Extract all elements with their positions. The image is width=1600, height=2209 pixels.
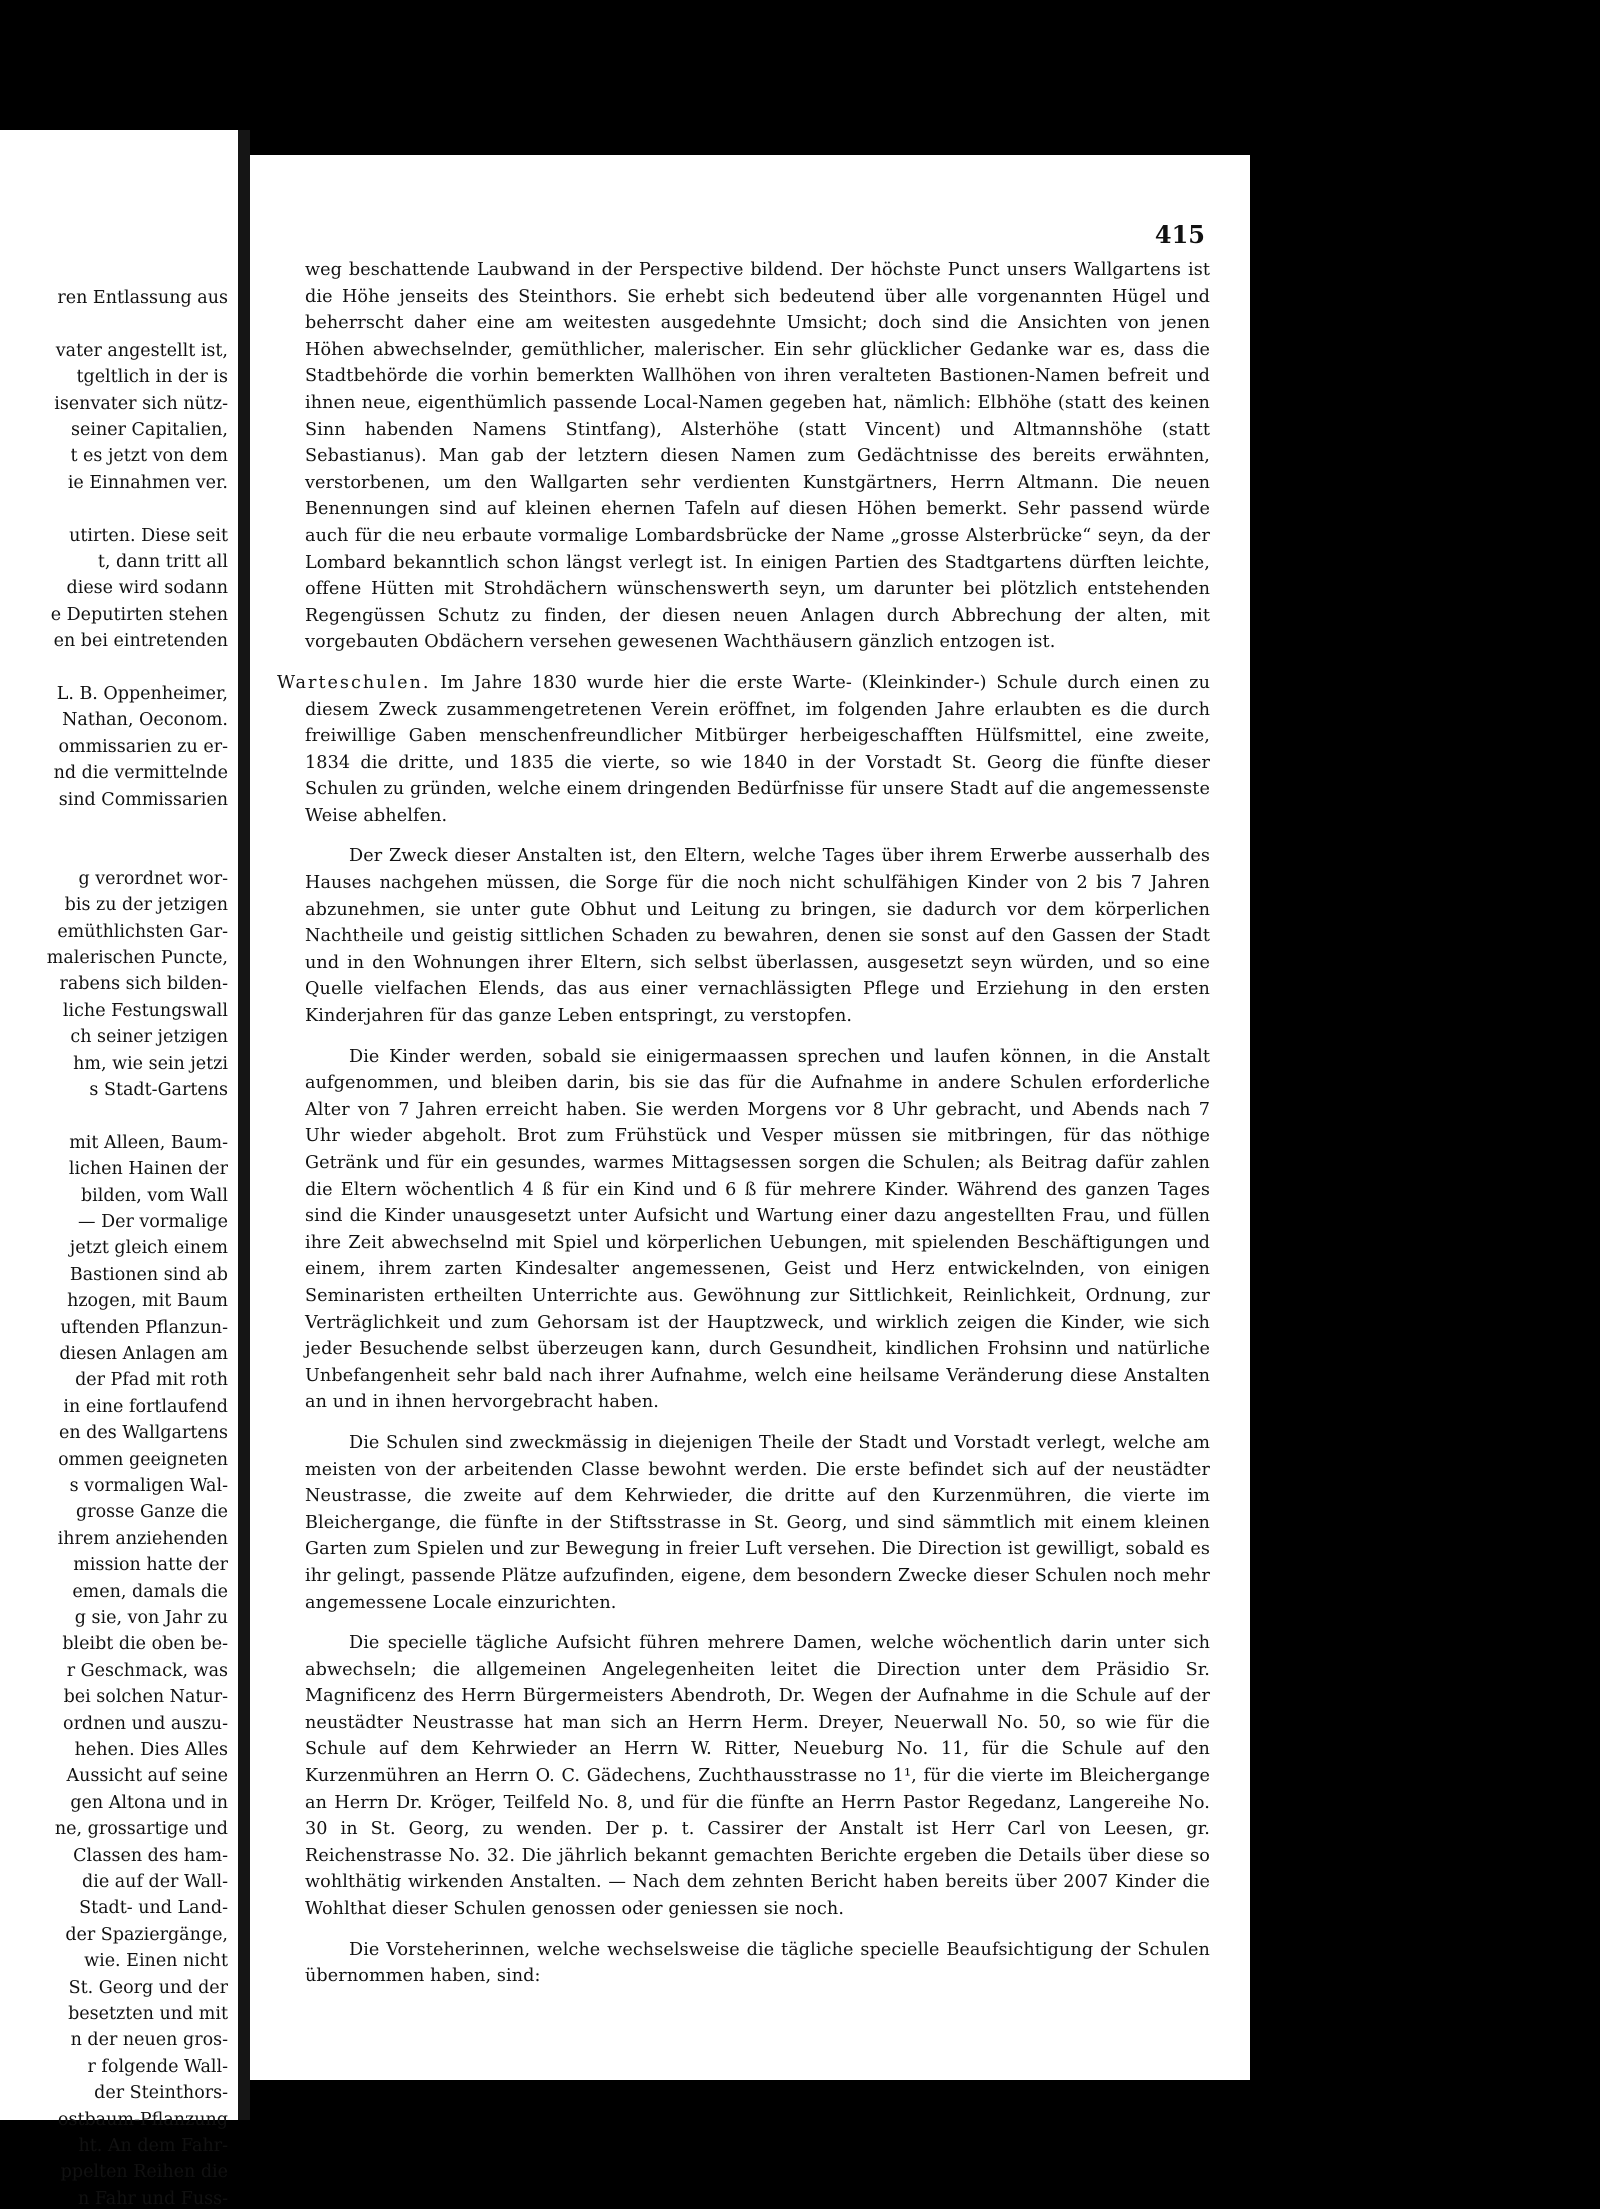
left-page-line: der Pfad mit roth — [75, 1370, 228, 1391]
book-page — [250, 155, 1250, 2080]
left-page-line: L. B. Oppenheimer, — [56, 684, 228, 704]
left-page-line: Nathan, Oeconom. — [62, 710, 228, 731]
left-page-line: Aussicht auf seine — [66, 1766, 228, 1787]
paragraph-warteschulen — [277, 670, 1210, 830]
left-page-line: g sie, von Jahr zu — [74, 1608, 228, 1628]
left-page-line: ne, grossartige und — [54, 1819, 228, 1840]
left-page-line: der Steinthors- — [94, 2083, 228, 2104]
left-page-line: t es jetzt von dem — [70, 446, 228, 467]
left-page-line: in eine fortlaufend — [63, 1396, 228, 1417]
left-page-line: wie. Einen nicht — [84, 1951, 228, 1972]
left-page-line: isenvater sich nütz- — [54, 393, 228, 414]
left-page-line: en des Wallgartens — [58, 1423, 228, 1444]
left-page-line: r folgende Wall- — [87, 2056, 228, 2077]
paragraph-vorsteherinnen: Die Vorsteherinnen, welche wechselsweise die tägliche specielle Beaufsichtigung der Schulen übernommen haben, sind: — [305, 1939, 1210, 1987]
left-page-line: bilden, vom Wall — [80, 1185, 228, 1206]
page-body — [277, 257, 1210, 1990]
left-page-line: diese wird sodann — [66, 578, 228, 599]
left-page-line: ht. An dem Fahr- — [78, 2136, 228, 2156]
left-page-line: r Geschmack, was — [66, 1660, 228, 1681]
left-page-line: bleibt die oben be- — [62, 1634, 228, 1655]
left-page-line: grosse Ganze die — [76, 1502, 228, 1523]
left-page-line: mission hatte der — [73, 1555, 228, 1576]
left-page-line: n der neuen gros- — [70, 2030, 228, 2051]
left-page-line: ihrem anziehenden — [57, 1528, 228, 1549]
left-page-line: hzogen, mit Baum — [67, 1291, 228, 1312]
left-page-line: seiner Capitalien, — [71, 420, 228, 440]
left-page-line: die auf der Wall- — [82, 1872, 228, 1892]
left-page-line: — Der vormalige — [78, 1212, 228, 1232]
left-page-line: uftenden Pflanzun- — [60, 1317, 228, 1338]
margin-heading: Warteschulen. — [277, 672, 431, 693]
left-page-line: gen Altona und in — [70, 1792, 228, 1813]
left-page-line: bei solchen Natur- — [63, 1687, 228, 1708]
left-page-line: Stadt- und Land- — [79, 1898, 228, 1919]
left-page-line: hm, wie sein jetzi — [73, 1053, 228, 1074]
left-page-line: bis zu der jetzigen — [64, 895, 228, 916]
previous-page-fragment — [0, 130, 238, 2209]
left-page-line: s vormaligen Wal- — [69, 1476, 228, 1496]
left-page-line: ordnen und auszu- — [63, 1713, 228, 1734]
paragraph-wallgarten: weg beschattende Laubwand in der Perspective bildend. Der höchste Punct unsers Wallgartens ist die Höhe jenseits des Steinthors. Sie erhebt sich bedeutend über alle vorgenannten Hügel und beherrscht daher eine am weitesten ausgedehnte Umsicht; doch sind die Ansichten von jenen Höhen abwechselnder, gemüthlicher, malerischer. Ein sehr glücklicher Gedanke war es, dass die Stadtbehörde die vorhin bemerkten Wallhöhen von ihren veralteten Bastionen-Namen befreit und ihnen neue, eigenthümlich passende Local-Namen gegeben hat, nämlich: Elbhöhe (statt des keinen Sinn habenden Namens Stintfang), Alsterhöhe (statt Vincent) und Altmannshöhe (statt Sebastianus). Man gab der letztern diesen Namen zum Gedächtnisse des bereits erwähnten, verstorbenen, um den Wallgarten sehr verdienten Kunstgärtners, Herrn Altmann. Die neuen Benennungen sind auf kleinen ehernen Tafeln auf diesen Höhen bemerkt. Sehr passend würde auch für die neu erbaute vormalige Lombardsbrücke der Name „grosse Alsterbrücke“ seyn, da der Lombard bekanntlich schon längst verlegt ist. In einigen Partien des Stadtgartens dürften leichte, offene Hütten mit Strohdächern wünschenswerth seyn, um darunter bei plötzlich entstehenden Regengüssen Schutz zu finden, der diesen neuen Anlagen durch Abbrechung der alten, mit vorgebauten Obdächern versehen gewesenen Wachthäusern gänzlich entzogen ist. — [305, 260, 1210, 653]
left-page-line: s Stadt-Gartens — [89, 1080, 228, 1100]
left-page-line: emüthlichsten Gar- — [57, 921, 228, 942]
left-page-line: ppelten Reihen die — [60, 2162, 228, 2183]
left-page-line: Classen des ham- — [73, 1845, 228, 1866]
paragraph-kinder: Die Kinder werden, sobald sie einigermaassen sprechen und laufen können, in die Anstalt aufgenommen, und bleiben darin, bis sie das für die Aufnahme in andere Schulen erforderliche Alter von 7 Jahren erreicht haben. Sie werden Morgens vor 8 Uhr gebracht, und Abends nach 7 Uhr wieder abgeholt. Brot zum Frühstück und Vesper müssen sie mitbringen, für das nöthige Getränk und für ein gesundes, warmes Mittagsessen sorgen die Schulen; als Beitrag dafür zahlen die Eltern wöchentlich 4 ß für ein Kind und 6 ß für mehrere Kinder. Während des ganzen Tages sind die Kinder unausgesetzt unter Aufsicht und Wartung einer dazu angestellten Frau, und füllen ihre Zeit abwechselnd mit Spiel und körperlichen Uebungen, mit spielenden Beschäftigungen und einem, ihrem zarten Kindesalter angemessenen, Geist und Herz entwickelnden, von einigen Seminaristen ertheilten Unterrichte aus. Gewöhnung zur Sittlichkeit, Reinlichkeit, Ordnung, zur Verträglichkeit und zum Gehorsam ist der Hauptzweck, und wirklich zeigen die Kinder, wie sich jeder Besuchende selbst überzeugen kann, durch Gesundheit, kindlichen Frohsinn und natürliche Unbefangenheit sehr bald nach ihrer Aufnahme, welch eine heilsame Veränderung diese Anstalten an und in ihnen hervorgebracht haben. — [305, 1046, 1210, 1413]
paragraph-schulen: Die Schulen sind zweckmässig in diejenigen Theile der Stadt und Vorstadt verlegt, welche am meisten von der arbeitenden Classe bewohnt werden. Die erste befindet sich auf der neustädter Neustrasse, die zweite auf dem Kehrwieder, die dritte auf den Kurzenmühren, die vierte im Bleichergange, die fünfte in der Stiftsstrasse in St. Georg, und sind sämmtlich mit einem kleinen Garten zum Spielen und zur Bewegung in freier Luft versehen. Die Direction ist gewilligt, sobald es ihr gelingt, passende Plätze aufzufinden, eigene, dem besondern Zwecke dieser Schulen noch mehr angemessene Locale einzurichten. — [305, 1432, 1210, 1613]
left-page-line: utirten. Diese seit — [69, 525, 228, 546]
left-page-line: malerischen Puncte, — [46, 948, 228, 968]
paragraph-aufsicht: Die specielle tägliche Aufsicht führen mehrere Damen, welche wöchentlich darin unter sich abwechseln; die allgemeinen Angelegenheiten leitet die Direction unter dem Präsidio Sr. Magnificenz des Herrn Bürgermeisters Abendroth, Dr. Wegen der Aufnahme in die Schule auf der neustädter Neustrasse hat man sich an Herrn Herm. Dreyer, Neuerwall No. 50, so wie für die Schule auf dem Kehrwieder an Herrn W. Ritter, Neueburg No. 11, für die Schule auf den Kurzenmühren an Herrn O. C. Gädechens, Zuchthausstrasse no 1¹, für die vierte im Bleichergange an Herrn Dr. Kröger, Teilfeld No. 8, und für die fünfte an Herrn Pastor Regedanz, Langereihe No. 30 in St. Georg, zu wenden. Der p. t. Cassirer der Anstalt ist Herr Carl von Leesen, gr. Reichenstrasse No. 32. Die jährlich bekannt gemachten Berichte ergeben die Details über diese so wohlthätig wirkenden Anstalten. — Nach dem zehnten Bericht haben bereits über 2007 Kinder die Wohlthat dieser Schulen genossen oder geniessen sie noch. — [305, 1633, 1210, 1920]
left-page-line: ch seiner jetzigen — [70, 1027, 228, 1048]
left-page-line: nd die vermittelnde — [53, 763, 228, 784]
left-page-line: ommissarien zu er- — [58, 736, 228, 757]
paragraph-text: Im Jahre 1830 wurde hier die erste Warte- (Kleinkinder-) Schule durch einen zu diesem Zweck zusammengetretenen Verein eröffnet, im folgenden Jahre erlaubten es die durch freiwillige Gaben menschenfreundlicher Mitbürger herbeigeschafften Hülfsmittel, eine zweite, 1834 die dritte, und 1835 die vierte, so wie 1840 in der Vorstadt St. Georg die fünfte dieser Schulen zu gründen, welche einem dringenden Bedürfnisse für unsere Stadt auf die angemessenste Weise abhelfen. — [305, 672, 1210, 826]
left-page-line: en bei eintretenden — [53, 631, 228, 652]
left-page-line: St. Georg und der — [68, 1977, 228, 1998]
left-page-line: lichen Hainen der — [68, 1159, 228, 1180]
left-page-line: mit Alleen, Baum- — [69, 1132, 228, 1153]
left-page-line: vater angestellt ist, — [55, 340, 228, 361]
left-page-line: hehen. Dies Alles — [74, 1740, 228, 1760]
left-page-line: ommen geeigneten — [58, 1449, 228, 1470]
left-page-line: e Deputirten stehen — [50, 604, 228, 625]
left-page-line: emen, damals die — [72, 1581, 228, 1602]
left-page-line: n Fahr und Fuss- — [77, 2188, 228, 2209]
left-page-line: jetzt gleich einem — [69, 1238, 228, 1259]
left-page-line: rabens sich bilden- — [59, 974, 228, 995]
left-page-line: tgeltlich in der is — [76, 367, 228, 388]
left-page-line: t, dann tritt all — [97, 552, 228, 572]
left-page-line: liche Festungswall — [62, 1000, 228, 1021]
left-page-line: sind Commissarien — [58, 789, 228, 810]
left-page-line: Bastionen sind ab — [69, 1264, 228, 1285]
left-page-line: der Spaziergänge, — [65, 1924, 228, 1945]
left-page-line: besetzten und mit — [68, 2004, 228, 2024]
page-number: 415 — [1154, 220, 1205, 249]
left-page-line: ostbaum-Pflanzung — [57, 2109, 228, 2130]
book-gutter — [238, 130, 250, 2120]
left-page-line: ie Einnahmen ver. — [67, 472, 228, 493]
left-page-line: diesen Anlagen am — [59, 1344, 228, 1364]
left-page-line: g verordnet wor- — [78, 868, 228, 889]
left-page-line: ren Entlassung aus — [57, 288, 228, 308]
paragraph-zweck: Der Zweck dieser Anstalten ist, den Eltern, welche Tages über ihrem Erwerbe ausserhalb des Hauses nachgehen müssen, die Sorge für die noch nicht schulfähigen Kinder von 2 bis 7 Jahren abzunehmen, sie unter gute Obhut und Leitung zu bringen, sie dadurch vor dem körperlichen Nachtheile und geistig sittlichen Schaden zu bewahren, denen sie sonst auf den Gassen der Stadt und in den Wohnungen ihrer Eltern, sich selbst überlassen, ausgesetzt seyn würden, und so eine Quelle vielfachen Elends, das aus einer vernachlässigten Pflege und Erziehung in den ersten Kinderjahren für das ganze Leben entspringt, zu verstopfen. — [305, 846, 1210, 1027]
